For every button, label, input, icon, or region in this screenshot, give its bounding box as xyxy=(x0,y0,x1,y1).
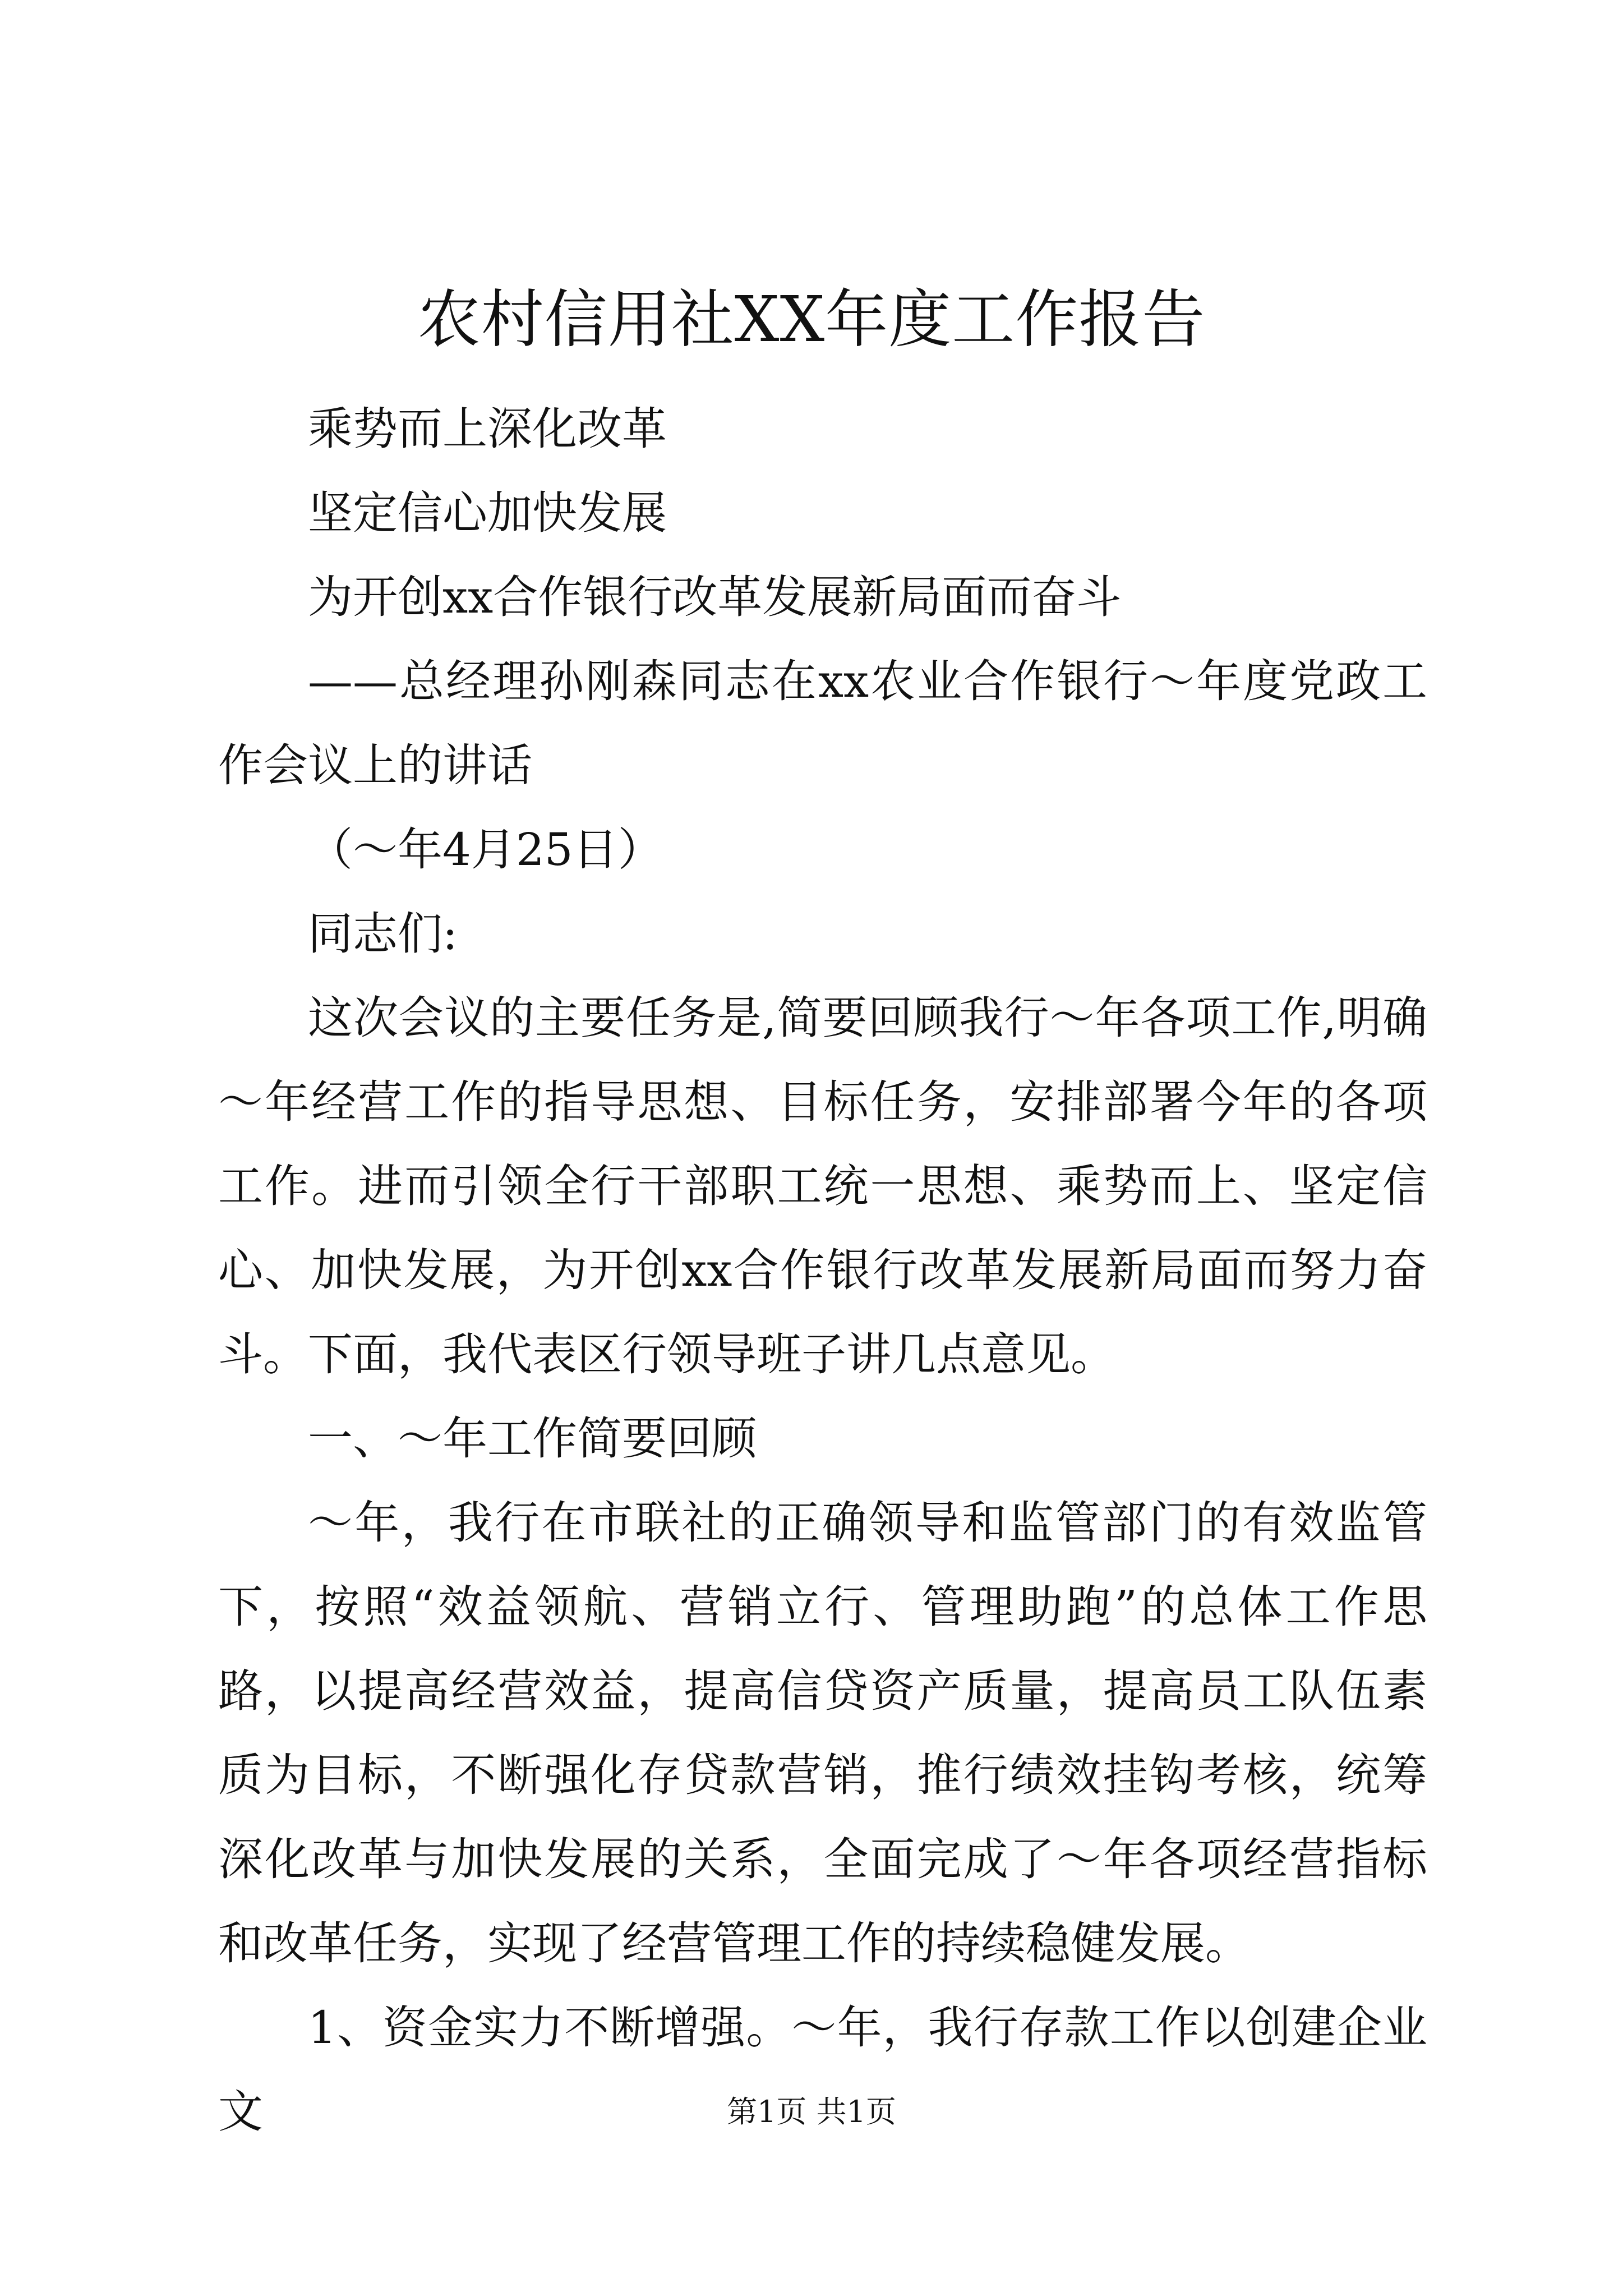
paragraph-intro: 这次会议的主要任务是,简要回顾我行～年各项工作,明确～年经营工作的指导思想、目标任务，安排部署今年的各项工作。进而引领全行干部职工统一思想、乘势而上、坚定信心、加快发展，为开创xx合作银行改革发展新局面而努力奋斗。下面，我代表区行领导班子讲几点意见。 xyxy=(218,992,1427,1381)
paragraph-slogan-3: 为开创xx合作银行改革发展新局面而奋斗 xyxy=(308,571,1122,623)
paragraph-slogan-1: 乘势而上深化改革 xyxy=(308,403,667,455)
paragraph-date: （～年4月25日） xyxy=(308,823,663,876)
document-title: 农村信用社XX年度工作报告 xyxy=(417,283,1206,356)
paragraph-review: ～年，我行在市联社的正确领导和监管部门的有效监管下，按照“效益领航、营销立行、管理助跑”的总体工作思路，以提高经营效益，提高信贷资产质量，提高员工队伍素质为目标，不断强化存贷款营销，推行绩效挂钩考核，统筹深化改革与加快发展的关系，全面完成了～年各项经营指标和改革任务，实现了经营管理工作的持续稳健发展。 xyxy=(218,1497,1427,1970)
paragraph-speaker-line: ——总经理孙刚森同志在xx农业合作银行～年度党政工作会议上的讲话 xyxy=(218,655,1427,792)
paragraph-salutation: 同志们: xyxy=(308,908,458,960)
page-number-footer: 第1页 共1页 xyxy=(727,2094,896,2129)
paragraph-item-1: 1、资金实力不断增强。～年，我行存款工作以创建企业文 xyxy=(218,2001,1427,2138)
section-heading-review: 一、～年工作简要回顾 xyxy=(308,1412,757,1465)
document-body xyxy=(218,387,1427,2154)
paragraph-slogan-2: 坚定信心加快发展 xyxy=(308,487,667,539)
